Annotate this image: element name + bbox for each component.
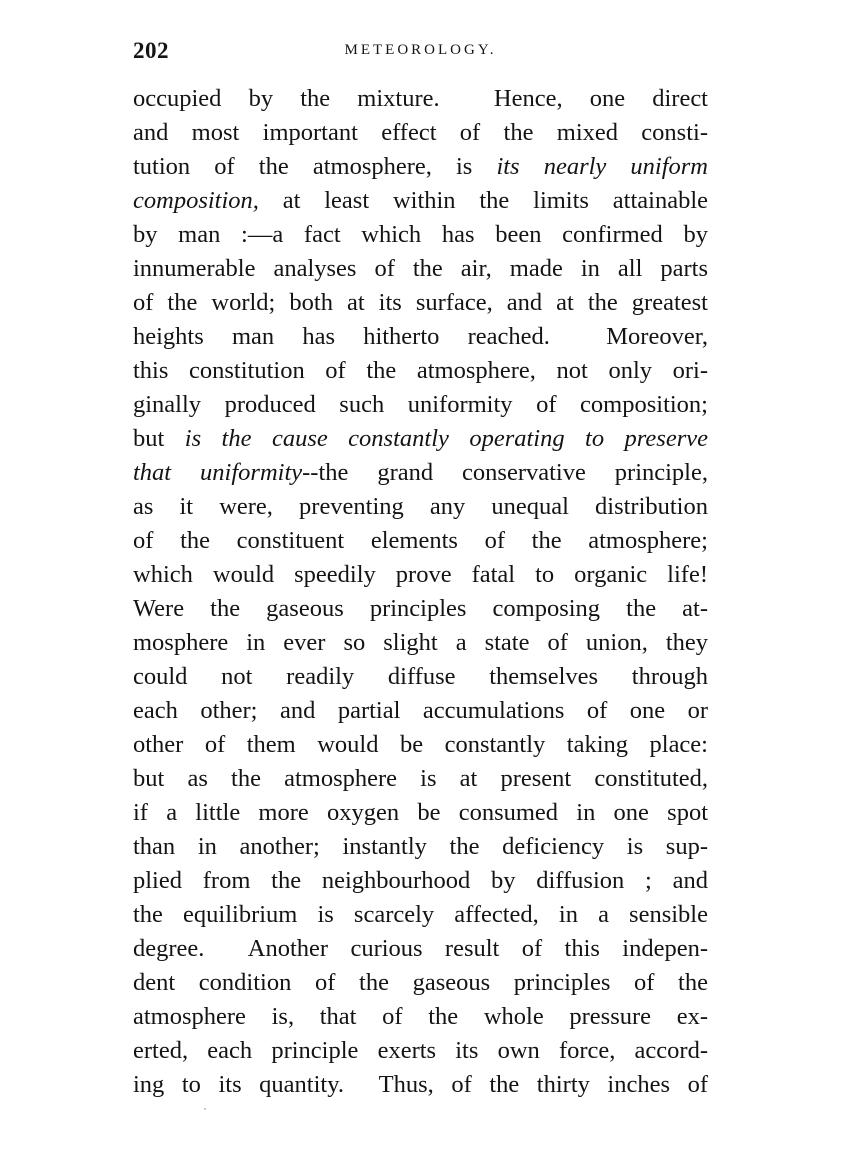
text-line: [133, 116, 708, 150]
text-run: tution of the atmosphere, is: [133, 153, 497, 180]
text-line: [133, 456, 708, 490]
text-run: ginally produced such uniformity of composition;: [133, 391, 708, 418]
text-run: each other; and partial accumulations of one or: [133, 697, 708, 724]
text-run: of the world; both at its surface, and at the greatest: [133, 289, 708, 316]
text-run: at least within the limits attainable: [258, 187, 708, 214]
text-line: [133, 184, 708, 218]
text-run: occupied by the mixture. Hence, one direct: [133, 85, 708, 112]
body-paragraph: [133, 82, 708, 1102]
italic-text-run: is the cause constantly operating to preserve: [184, 425, 709, 452]
text-line: [133, 626, 708, 660]
text-run: if a little more oxygen be consumed in one spot: [133, 799, 708, 826]
text-line: [133, 796, 708, 830]
text-run: atmosphere is, that of the whole pressure ex-: [133, 1003, 708, 1030]
text-run: than in another; instantly the deficiency is sup-: [133, 833, 708, 860]
text-run: innumerable analyses of the air, made in all parts: [133, 255, 708, 282]
text-run: erted, each principle exerts its own force, accord-: [133, 1037, 708, 1064]
text-line: [133, 830, 708, 864]
scan-speck: [204, 1108, 206, 1110]
text-line: [133, 864, 708, 898]
text-run: the equilibrium is scarcely affected, in a sensible: [133, 901, 708, 928]
text-run: of the constituent elements of the atmosphere;: [133, 527, 708, 554]
text-line: [133, 592, 708, 626]
text-line: [133, 966, 708, 1000]
text-run: this constitution of the atmosphere, not only ori-: [133, 357, 708, 384]
text-run: by man :—a fact which has been confirmed by: [133, 221, 708, 248]
italic-text-run: that uniformity: [133, 459, 303, 486]
text-line: [133, 422, 708, 456]
page-number: 202: [133, 38, 169, 63]
text-line: [133, 388, 708, 422]
italic-text-run: composition,: [133, 187, 259, 214]
text-run: but: [133, 425, 185, 452]
text-line: [133, 1000, 708, 1034]
text-run: degree. Another curious result of this indepen-: [133, 935, 708, 962]
text-line: [133, 524, 708, 558]
text-line: [133, 252, 708, 286]
text-line: [133, 932, 708, 966]
text-line: [133, 354, 708, 388]
text-run: other of them would be constantly taking place:: [133, 731, 708, 758]
text-line: [133, 320, 708, 354]
text-run: as it were, preventing any unequal distribution: [133, 493, 708, 520]
text-run: and most important effect of the mixed consti-: [133, 119, 708, 146]
text-line: [133, 286, 708, 320]
text-line: [133, 694, 708, 728]
text-line: [133, 762, 708, 796]
running-head: METEOROLOGY.: [344, 42, 497, 58]
text-line: [133, 728, 708, 762]
text-run: plied from the neighbourhood by diffusion ; and: [133, 867, 708, 894]
text-line: [133, 490, 708, 524]
text-run: which would speedily prove fatal to organic life!: [133, 561, 708, 588]
text-line: [133, 1068, 708, 1102]
text-run: dent condition of the gaseous principles of the: [133, 969, 708, 996]
text-run: heights man has hitherto reached. Moreover,: [133, 323, 708, 350]
text-line: [133, 898, 708, 932]
text-run: but as the atmosphere is at present constituted,: [133, 765, 708, 792]
text-run: ing to its quantity. Thus, of the thirty inches of: [133, 1071, 708, 1098]
text-line: [133, 150, 708, 184]
text-run: Were the gaseous principles composing the at-: [133, 595, 708, 622]
text-run: --the grand conservative principle,: [302, 459, 708, 486]
page-header: [133, 38, 708, 68]
text-line: [133, 660, 708, 694]
text-run: mosphere in ever so slight a state of union, they: [133, 629, 708, 656]
italic-text-run: its nearly uniform: [496, 153, 708, 180]
text-line: [133, 218, 708, 252]
text-line: [133, 1034, 708, 1068]
text-run: could not readily diffuse themselves through: [133, 663, 708, 690]
text-line: [133, 82, 708, 116]
text-line: [133, 558, 708, 592]
